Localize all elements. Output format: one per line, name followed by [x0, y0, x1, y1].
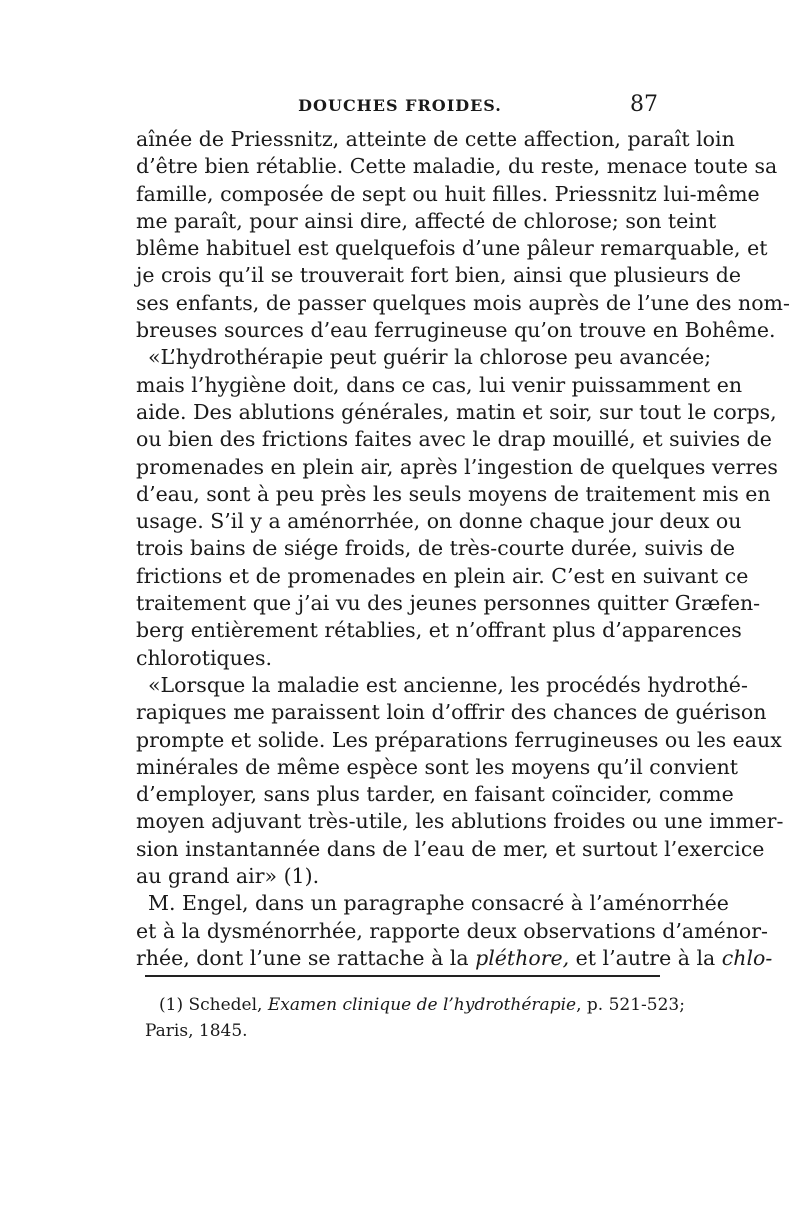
footnote-suffix: , p. 521-523;	[576, 995, 685, 1015]
text-line: me paraît, pour ainsi dire, affecté de chlorose; son teint	[136, 208, 717, 233]
text-line: «Lorsque la maladie est ancienne, les procédés hydrothé-	[148, 672, 748, 697]
text-line: M. Engel, dans un paragraphe consacré à l’aménorrhée	[148, 891, 729, 916]
text-line: au grand air» (1).	[136, 864, 320, 889]
text-line: promenades en plein air, après l’ingestion de quelques verres	[136, 454, 778, 479]
text-line: breuses sources d’eau ferrugineuse qu’on trouve en Bohême.	[136, 318, 776, 343]
text-line: prompte et solide. Les préparations ferrugineuses ou les eaux	[136, 727, 782, 752]
footnote-rule	[145, 975, 660, 977]
text-segment: et l’autre à la	[569, 945, 722, 970]
text-line: sion instantannée dans de l’eau de mer, et surtout l’exercice	[136, 836, 765, 861]
footnote-title: Examen clinique de l’hydrothérapie	[267, 995, 577, 1015]
text-line-last	[136, 945, 773, 972]
italic-term: pléthore,	[475, 945, 570, 970]
text-line: d’eau, sont à peu près les seuls moyens de traitement mis en	[136, 481, 771, 506]
text-line: je crois qu’il se trouverait fort bien, ainsi que plusieurs de	[136, 263, 741, 288]
page-number: 87	[630, 92, 658, 117]
text-line: traitement que j’ai vu des jeunes personnes quitter Græfen-	[136, 591, 761, 616]
italic-term: chlo-	[721, 945, 773, 970]
footnote-prefix: (1) Schedel,	[159, 995, 268, 1015]
text-line: usage. S’il y a aménorrhée, on donne chaque jour deux ou	[136, 509, 742, 534]
text-line: rapiques me paraissent loin d’offrir des chances de guérison	[136, 700, 767, 725]
text-line: chlorotiques.	[136, 645, 273, 670]
text-line: berg entièrement rétablies, et n’offrant plus d’apparences	[136, 618, 742, 643]
text-line: mais l’hygiène doit, dans ce cas, lui venir puissamment en	[136, 372, 743, 397]
footnote-line: Paris, 1845.	[145, 1021, 248, 1041]
text-line: frictions et de promenades en plein air. C’est en suivant ce	[136, 563, 749, 588]
text-segment: rhée, dont l’une se rattache à la	[136, 945, 476, 970]
running-title: DOUCHES FROIDES.	[298, 96, 502, 115]
text-line: blême habituel est quelquefois d’une pâleur remarquable, et	[136, 236, 768, 261]
text-line: trois bains de siége froids, de très-courte durée, suivis de	[136, 536, 736, 561]
footnote-line	[145, 992, 685, 1018]
text-line: aide. Des ablutions générales, matin et soir, sur tout le corps,	[136, 399, 777, 424]
footnote	[145, 992, 685, 1044]
text-line: ou bien des frictions faites avec le drap mouillé, et suivies de	[136, 427, 772, 452]
page-header	[136, 92, 664, 126]
text-line: aînée de Priessnitz, atteinte de cette affection, paraît loin	[136, 127, 735, 151]
body-text	[136, 126, 790, 972]
text-line: ses enfants, de passer quelques mois auprès de l’une des nom-	[136, 290, 790, 315]
text-line: d’être bien rétablie. Cette maladie, du reste, menace toute sa	[136, 154, 778, 179]
text-line: minérales de même espèce sont les moyens qu’il convient	[136, 754, 739, 779]
text-line: et à la dysménorrhée, rapporte deux observations d’aménor-	[136, 918, 768, 943]
text-line: famille, composée de sept ou huit filles. Priessnitz lui-même	[136, 181, 760, 206]
text-line: «L’hydrothérapie peut guérir la chlorose peu avancée;	[148, 345, 712, 370]
text-line: d’employer, sans plus tarder, en faisant coïncider, comme	[136, 782, 734, 807]
text-line: moyen adjuvant très-utile, les ablutions froides ou une immer-	[136, 809, 784, 834]
